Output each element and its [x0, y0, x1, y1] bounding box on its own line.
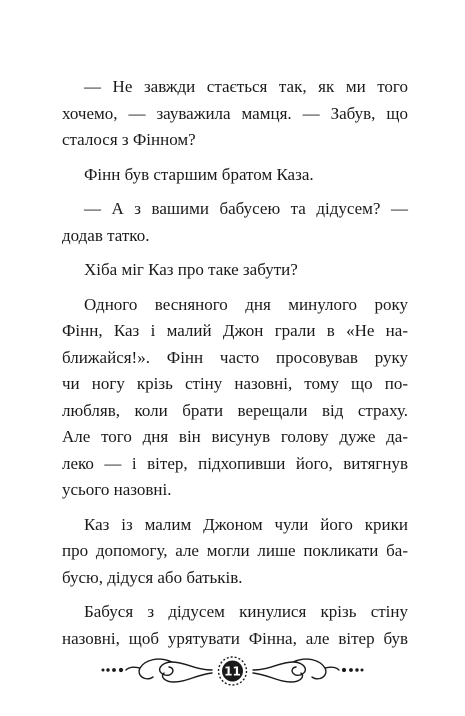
text-line: Каз із малим Джоном чули його крики [84, 514, 408, 534]
paragraph-1 [62, 74, 408, 154]
text-line: сталося з Фінном? [62, 130, 196, 149]
text-line: усього назовні. [62, 480, 172, 499]
text-line: — А з вашими бабусею та дідусем? — [84, 199, 408, 218]
paragraph-4 [62, 257, 408, 284]
text-line: чи ногу крізь стіну назовні, тому що по- [62, 374, 408, 393]
text-line: Фінн, Каз і малий Джон грали в «Не на- [62, 321, 408, 340]
text-line: ближайся!». Фінн часто просовував руку [62, 347, 408, 367]
text-line: леко — і вітер, підхопивши його, витягнув [62, 453, 408, 473]
text-line: назовні, щоб урятувати Фінна, але вітер був [62, 628, 408, 648]
page-footer [0, 642, 465, 702]
text-line: Хіба міг Каз про таке забути? [84, 260, 298, 279]
text-line: — Не завжди стається так, як ми того [84, 77, 408, 96]
text-line: про допомогу, але могли лише покликати ба- [62, 541, 408, 560]
text-line: хочемо, — зауважила мамця. — Забув, що [62, 103, 408, 123]
text-line: Фінн був старшим братом Каза. [84, 164, 314, 184]
text-line: Але того дня він висунув голову дуже да- [62, 427, 408, 446]
text-line: Одного весняного дня минулого року [84, 294, 408, 314]
page-text [62, 74, 408, 652]
text-line: Бабуся з дідусем кинулися крізь стіну [84, 602, 408, 621]
paragraph-2 [62, 162, 408, 189]
scroll-ornament-icon [0, 642, 465, 702]
paragraph-5 [62, 292, 408, 504]
paragraph-6 [62, 512, 408, 592]
text-line: бусю, дідуся або батьків. [62, 567, 243, 587]
text-line: любляв, коли брати верещали від страху. [62, 400, 408, 420]
text-line: додав татко. [62, 225, 150, 245]
page-number: 11 [224, 664, 241, 679]
paragraph-3 [62, 196, 408, 249]
